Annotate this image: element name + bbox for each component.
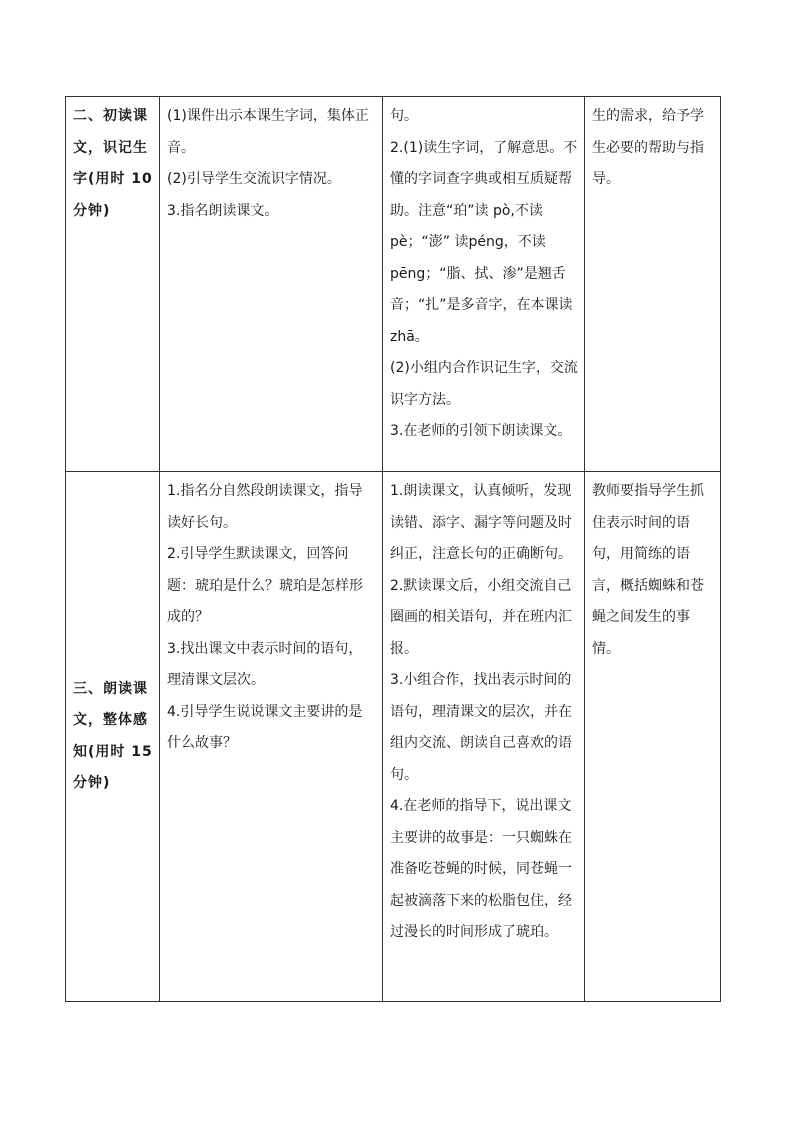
student-step: 3.在老师的引领下朗读课文。 [390, 423, 572, 439]
teacher-step: (1)课件出示本课生字词，集体正音。 [167, 108, 369, 156]
teacher-step: 2.引导学生默读课文，回答问题：琥珀是什么？琥珀是怎样形成的？ [167, 546, 363, 625]
design-notes-cell [585, 472, 721, 1002]
teacher-step: 3.指名朗读课文。 [167, 202, 279, 219]
stage-cell [66, 97, 160, 472]
teacher-activity-cell [160, 472, 383, 1002]
teacher-activity-cell [160, 97, 383, 472]
table-row [66, 472, 721, 1002]
teacher-step: 1.指名分自然段朗读课文，指导读好长句。 [167, 483, 363, 531]
student-activity-cell [383, 97, 585, 472]
student-step: 3.小组合作，找出表示时间的语句，理清课文的层次，并在组内交流、朗读自己喜欢的语句。 [390, 672, 572, 783]
student-step: 2.默读课文后，小组交流自己圈画的相关语句，并在班内汇报。 [390, 577, 572, 657]
student-step: 1.朗读课文，认真倾听，发现读错、添字、漏字等问题及时纠正，注意长句的正确断句。 [390, 483, 572, 562]
stage-label: 三、朗读课文，整体感知(用时 15 分钟) [73, 680, 153, 791]
stage-cell [66, 472, 160, 1002]
student-step: 4.在老师的指导下，说出课文主要讲的故事是：一只蜘蛛在准备吃苍蝇的时候，同苍蝇一起被滴落下来的松脂包住，经过漫长的时间形成了琥珀。 [390, 798, 572, 940]
student-activity-cell [383, 472, 585, 1002]
lesson-plan-table [65, 96, 721, 1002]
teacher-step: 4.引导学生说说课文主要讲的是什么故事？ [167, 703, 363, 751]
student-step: 2.(1)读生字词，了解意思。不懂的字词查字典或相互质疑帮助。注意“珀”读 pò,不读pè；“澎” 读péng，不读 pēng；“脂、拭、渗”是翘舌音；“扎”是多音字，在本课读 zhā。 [390, 139, 578, 345]
stage-label: 二、初读课文，识记生字(用时 10 分钟) [73, 108, 153, 219]
design-note: 生的需求，给予学生必要的帮助与指导。 [592, 108, 704, 187]
teacher-step: (2)引导学生交流识字情况。 [167, 171, 341, 187]
design-note: 教师要指导学生抓住表示时间的语句，用简练的语言，概括蜘蛛和苍蝇之间发生的事情。 [592, 483, 704, 657]
teacher-step: 3.找出课文中表示时间的语句，理清课文层次。 [167, 640, 363, 688]
student-step: 句。 [390, 108, 418, 124]
design-notes-cell [585, 97, 721, 472]
table-row [66, 97, 721, 472]
student-step: (2)小组内合作识记生字，交流识字方法。 [390, 360, 578, 408]
